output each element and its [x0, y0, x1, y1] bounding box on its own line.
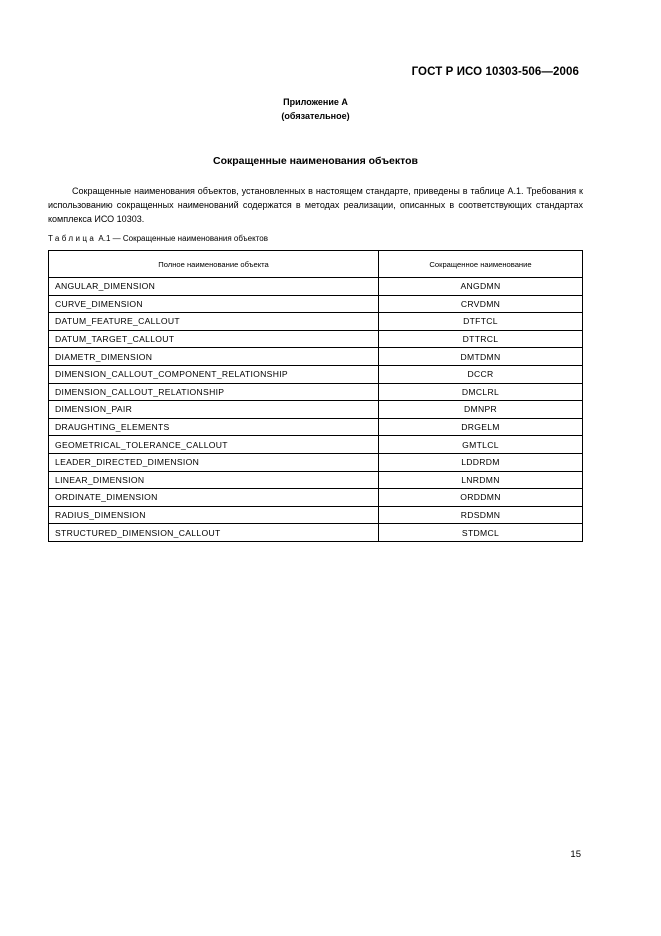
table-row	[49, 401, 583, 419]
annex-title: Приложение А	[283, 97, 348, 107]
cell-short-name: STDMCL	[379, 524, 583, 542]
column-header-full-name: Полное наименование объекта	[49, 251, 379, 278]
table-row	[49, 418, 583, 436]
cell-short-name: DTFTCL	[379, 313, 583, 331]
document-id: ГОСТ Р ИСО 10303-506—2006	[411, 66, 579, 78]
cell-full-name: DIMENSION_PAIR	[49, 401, 379, 419]
table-body	[49, 278, 583, 542]
table-caption-text: А.1 — Сокращенные наименования объектов	[98, 234, 268, 243]
cell-short-name: ANGDMN	[379, 278, 583, 296]
cell-short-name: DRGELM	[379, 418, 583, 436]
cell-full-name: DIMENSION_CALLOUT_COMPONENT_RELATIONSHIP	[49, 365, 379, 383]
table-header-row	[49, 251, 583, 278]
table-row	[49, 506, 583, 524]
page-number: 15	[570, 849, 581, 860]
cell-short-name: DCCR	[379, 365, 583, 383]
cell-short-name: LDDRDM	[379, 453, 583, 471]
column-header-short-name: Сокращенное наименование	[379, 251, 583, 278]
annex-status: (обязательное)	[281, 111, 350, 121]
table-caption	[48, 234, 268, 244]
table-row	[49, 453, 583, 471]
table-row	[49, 489, 583, 507]
cell-full-name: LEADER_DIRECTED_DIMENSION	[49, 453, 379, 471]
cell-short-name: GMTLCL	[379, 436, 583, 454]
table-row	[49, 436, 583, 454]
annex-heading	[48, 95, 583, 123]
table-row	[49, 471, 583, 489]
cell-short-name: DTTRCL	[379, 330, 583, 348]
abbreviations-table	[48, 250, 583, 542]
cell-short-name: DMNPR	[379, 401, 583, 419]
cell-short-name: DMTDMN	[379, 348, 583, 366]
cell-full-name: DATUM_TARGET_CALLOUT	[49, 330, 379, 348]
table-row	[49, 278, 583, 296]
table-row	[49, 330, 583, 348]
table-row	[49, 348, 583, 366]
table-row	[49, 313, 583, 331]
cell-short-name: CRVDMN	[379, 295, 583, 313]
cell-full-name: GEOMETRICAL_TOLERANCE_CALLOUT	[49, 436, 379, 454]
cell-short-name: ORDDMN	[379, 489, 583, 507]
table-row	[49, 295, 583, 313]
cell-full-name: ORDINATE_DIMENSION	[49, 489, 379, 507]
cell-full-name: CURVE_DIMENSION	[49, 295, 379, 313]
table-row	[49, 383, 583, 401]
cell-full-name: RADIUS_DIMENSION	[49, 506, 379, 524]
table-caption-label: Таблица	[48, 234, 97, 243]
table-row	[49, 365, 583, 383]
cell-short-name: LNRDMN	[379, 471, 583, 489]
cell-full-name: DATUM_FEATURE_CALLOUT	[49, 313, 379, 331]
section-title: Сокращенные наименования объектов	[213, 155, 418, 167]
cell-full-name: STRUCTURED_DIMENSION_CALLOUT	[49, 524, 379, 542]
cell-full-name: LINEAR_DIMENSION	[49, 471, 379, 489]
cell-full-name: DRAUGHTING_ELEMENTS	[49, 418, 379, 436]
cell-full-name: ANGULAR_DIMENSION	[49, 278, 379, 296]
cell-short-name: RDSDMN	[379, 506, 583, 524]
cell-full-name: DIMENSION_CALLOUT_RELATIONSHIP	[49, 383, 379, 401]
table-row	[49, 524, 583, 542]
cell-full-name: DIAMETR_DIMENSION	[49, 348, 379, 366]
intro-paragraph: Сокращенные наименования объектов, установленных в настоящем стандарте, приведены в таблице А.1. Требования к использованию сокращенных наименований содержатся в методах реализации, описанных в соответствующих стандартах комплекса ИСО 10303.	[48, 186, 583, 224]
cell-short-name: DMCLRL	[379, 383, 583, 401]
